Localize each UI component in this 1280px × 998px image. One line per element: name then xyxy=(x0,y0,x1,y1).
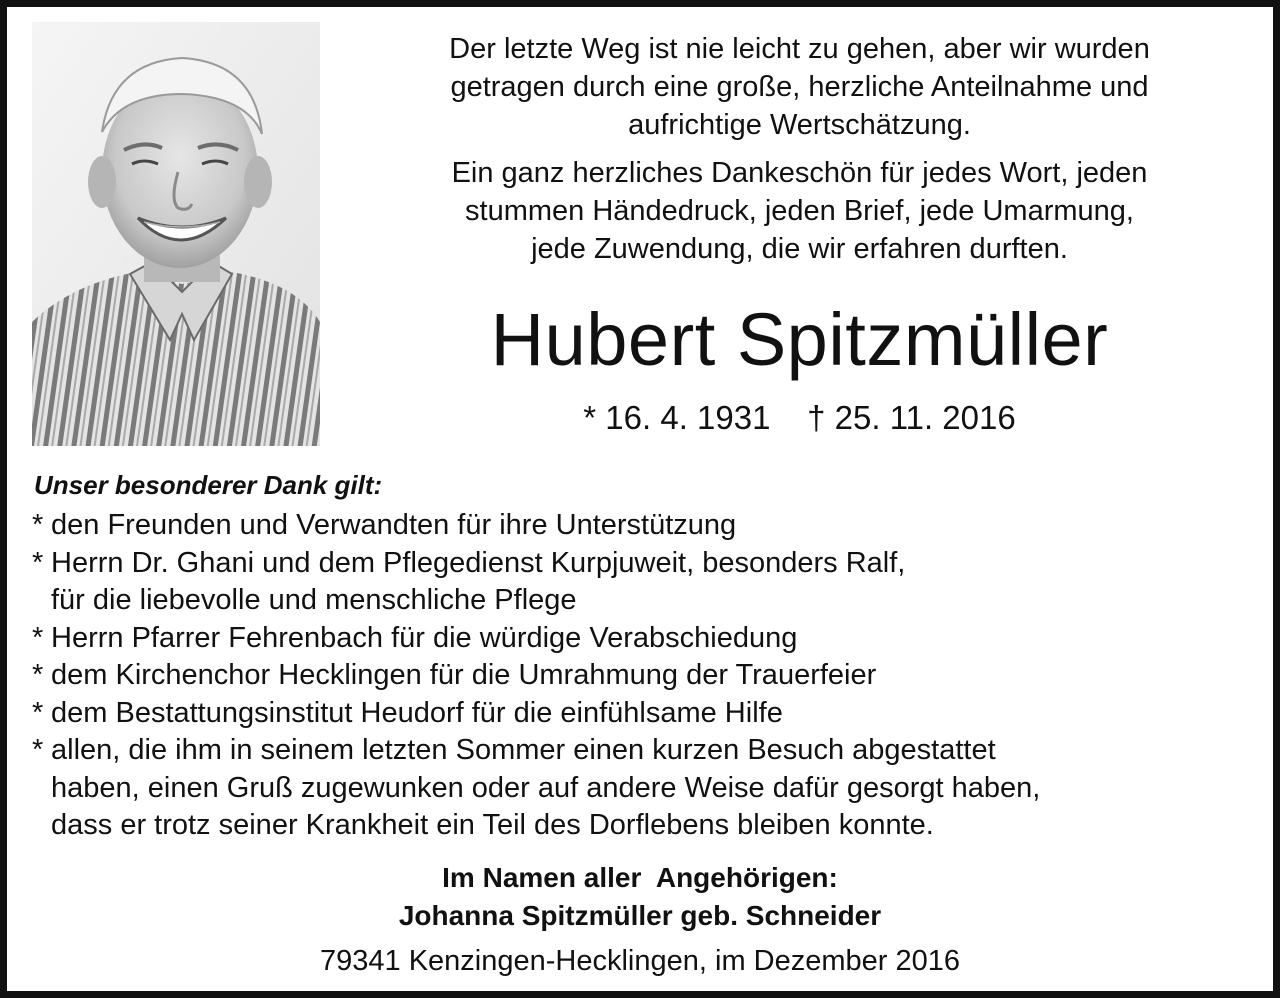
thanks-item xyxy=(32,732,1252,845)
intro-paragraph-1 xyxy=(347,30,1252,144)
portrait-illustration xyxy=(32,22,320,446)
thanks-item-line: Herrn Pfarrer Fehrenbach für die würdige Verabschiedung xyxy=(51,621,798,654)
thanks-item xyxy=(32,545,1252,620)
thanks-item xyxy=(32,507,1252,545)
thanks-item-line: haben, einen Gruß zugewunken oder auf andere Weise dafür gesorgt haben, xyxy=(51,771,1041,804)
portrait-photo xyxy=(32,22,320,446)
thanks-item-line: dass er trotz seiner Krankheit ein Teil des Dorflebens bleiben konnte. xyxy=(51,809,934,841)
intro-line: Der letzte Weg ist nie leicht zu gehen, aber wir wurden xyxy=(449,33,1150,65)
asterisk-bullet: * xyxy=(32,509,44,541)
deceased-name: Hubert Spitzmüller xyxy=(490,298,1109,381)
intro-line: getragen durch eine große, herzliche Anteilnahme und xyxy=(450,71,1149,103)
thanks-item xyxy=(32,695,1252,733)
thanks-item-line: dem Kirchenchor Hecklingen für die Umrahmung der Trauerfeier xyxy=(51,659,877,691)
signature-on-behalf: Im Namen aller Angehörigen: xyxy=(442,862,838,893)
asterisk-bullet: * xyxy=(32,696,44,729)
intro-line: aufrichtige Wertschätzung. xyxy=(628,109,971,141)
signature-name: Johanna Spitzmüller geb. Schneider xyxy=(398,900,882,931)
signature-place-date: 79341 Kenzingen-Hecklingen, im Dezember 2016 xyxy=(320,945,960,977)
asterisk-bullet: * xyxy=(32,546,44,579)
intro-line: stummen Händedruck, jeden Brief, jede Umarmung, xyxy=(465,195,1134,227)
thanks-heading: Unser besonderer Dank gilt: xyxy=(34,470,383,500)
intro-line: jede Zuwendung, die wir erfahren durften. xyxy=(531,233,1068,265)
asterisk-bullet: * xyxy=(32,659,44,691)
thanks-item-line: den Freunden und Verwandten für ihre Unterstützung xyxy=(51,509,737,541)
asterisk-bullet: * xyxy=(32,621,44,654)
thanks-item-line: Herrn Dr. Ghani und dem Pflegedienst Kurpjuweit, besonders Ralf, xyxy=(51,546,906,579)
thanks-item-line: dem Bestattungsinstitut Heudorf für die einfühlsame Hilfe xyxy=(51,696,783,729)
thanks-item xyxy=(32,620,1252,658)
thanks-list xyxy=(32,507,1252,845)
asterisk-bullet: * xyxy=(32,734,44,766)
intro-paragraph-2 xyxy=(347,154,1252,268)
thanks-item-line: für die liebevolle und menschliche Pflege xyxy=(51,584,577,616)
thanks-item xyxy=(32,657,1252,695)
life-dates: * 16. 4. 1931 † 25. 11. 2016 xyxy=(583,399,1016,436)
thanks-item-line: allen, die ihm in seinem letzten Sommer einen kurzen Besuch abgestattet xyxy=(51,734,996,766)
intro-line: Ein ganz herzliches Dankeschön für jedes Wort, jeden xyxy=(451,157,1148,189)
